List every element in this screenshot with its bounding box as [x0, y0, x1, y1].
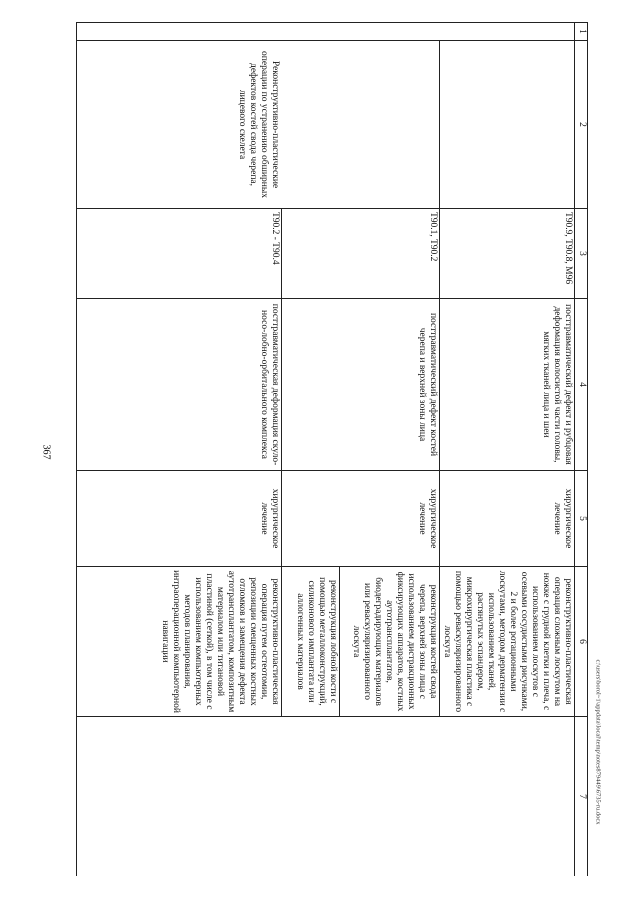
header-col-5: 5 [575, 471, 588, 567]
table-frame [76, 22, 588, 876]
method-cell: реконструкция лобной кости с помощью металлоконструкций, силиконового имплантата или аллогенных материалов [282, 567, 340, 717]
header-col-2: 2 [575, 41, 588, 209]
treatment-cell: хирургическое лечение [77, 471, 282, 567]
codes-cell: T90.2 - T90.4 [77, 209, 282, 299]
header-col-4: 4 [575, 299, 588, 471]
codes-cell: T90.1, T90.2 [282, 209, 440, 299]
method-cell: реконструктивно-пластическая операция сложным лоскутом на ножке с грудной клетки и плеча, с использованием лоскутов с осевыми сосудистыми рисунками, 2 и более ротационными лоскутами, методом дерматензии с использованием тканей, растянутых эспандером, микрохирургическая пластика с помощью реваскуляризированного лоскута [440, 567, 575, 717]
procedure-cell-empty [440, 41, 575, 209]
codes-cell: T90.9, T90.8, M96 [440, 209, 575, 299]
header-col-6: 6 [575, 567, 588, 717]
diagnosis-cell: посттравматический дефект и рубцовая деформация волосистой части головы, мягких тканей лица и шеи [440, 299, 575, 471]
notes-cell [77, 717, 575, 877]
row-number-cell [77, 23, 575, 41]
file-path: c:\users\borol~1\appdata\local\temp\notes879449\6735-ru.docx [594, 659, 602, 825]
procedure-name-cell: Реконструктивно-пластические операции по устранению обширных дефектов костей свода черепа, лицевого скелета [77, 41, 440, 209]
treatment-cell: хирургическое лечение [282, 471, 440, 567]
table-row [440, 23, 575, 877]
diagnosis-cell: посттравматический дефект костей черепа и верхней зоны лица [282, 299, 440, 471]
method-cell: реконструктивно-пластическая операция путем остеотомии, репозиции смещенных костных отломков и замещения дефекта аутотрансплантатом, композитным материалом или титановой пластиной (сеткой), в том числе с использованием компьютерных методов планирования, интраоперационной компьютерной навигации [77, 567, 282, 717]
rotated-table [76, 22, 588, 876]
diagnosis-cell: посттравматическая деформация скуло-носо-лобно-орбитального комплекса [77, 299, 282, 471]
method-cell: реконструкция костей свода черепа, верхней зоны лица с использованием дистракционных фиксирующих аппаратов, костных аутотрансплантатов, биодеградирующих материалов или реваскуляризированного лоскута [340, 567, 440, 717]
header-col-1: 1 [575, 23, 588, 41]
procedures-table [76, 22, 588, 876]
page-number: 367 [40, 444, 52, 460]
treatment-cell: хирургическое лечение [440, 471, 575, 567]
header-col-7: 7 [575, 717, 588, 877]
header-col-3: 3 [575, 209, 588, 299]
header-row [575, 23, 588, 877]
